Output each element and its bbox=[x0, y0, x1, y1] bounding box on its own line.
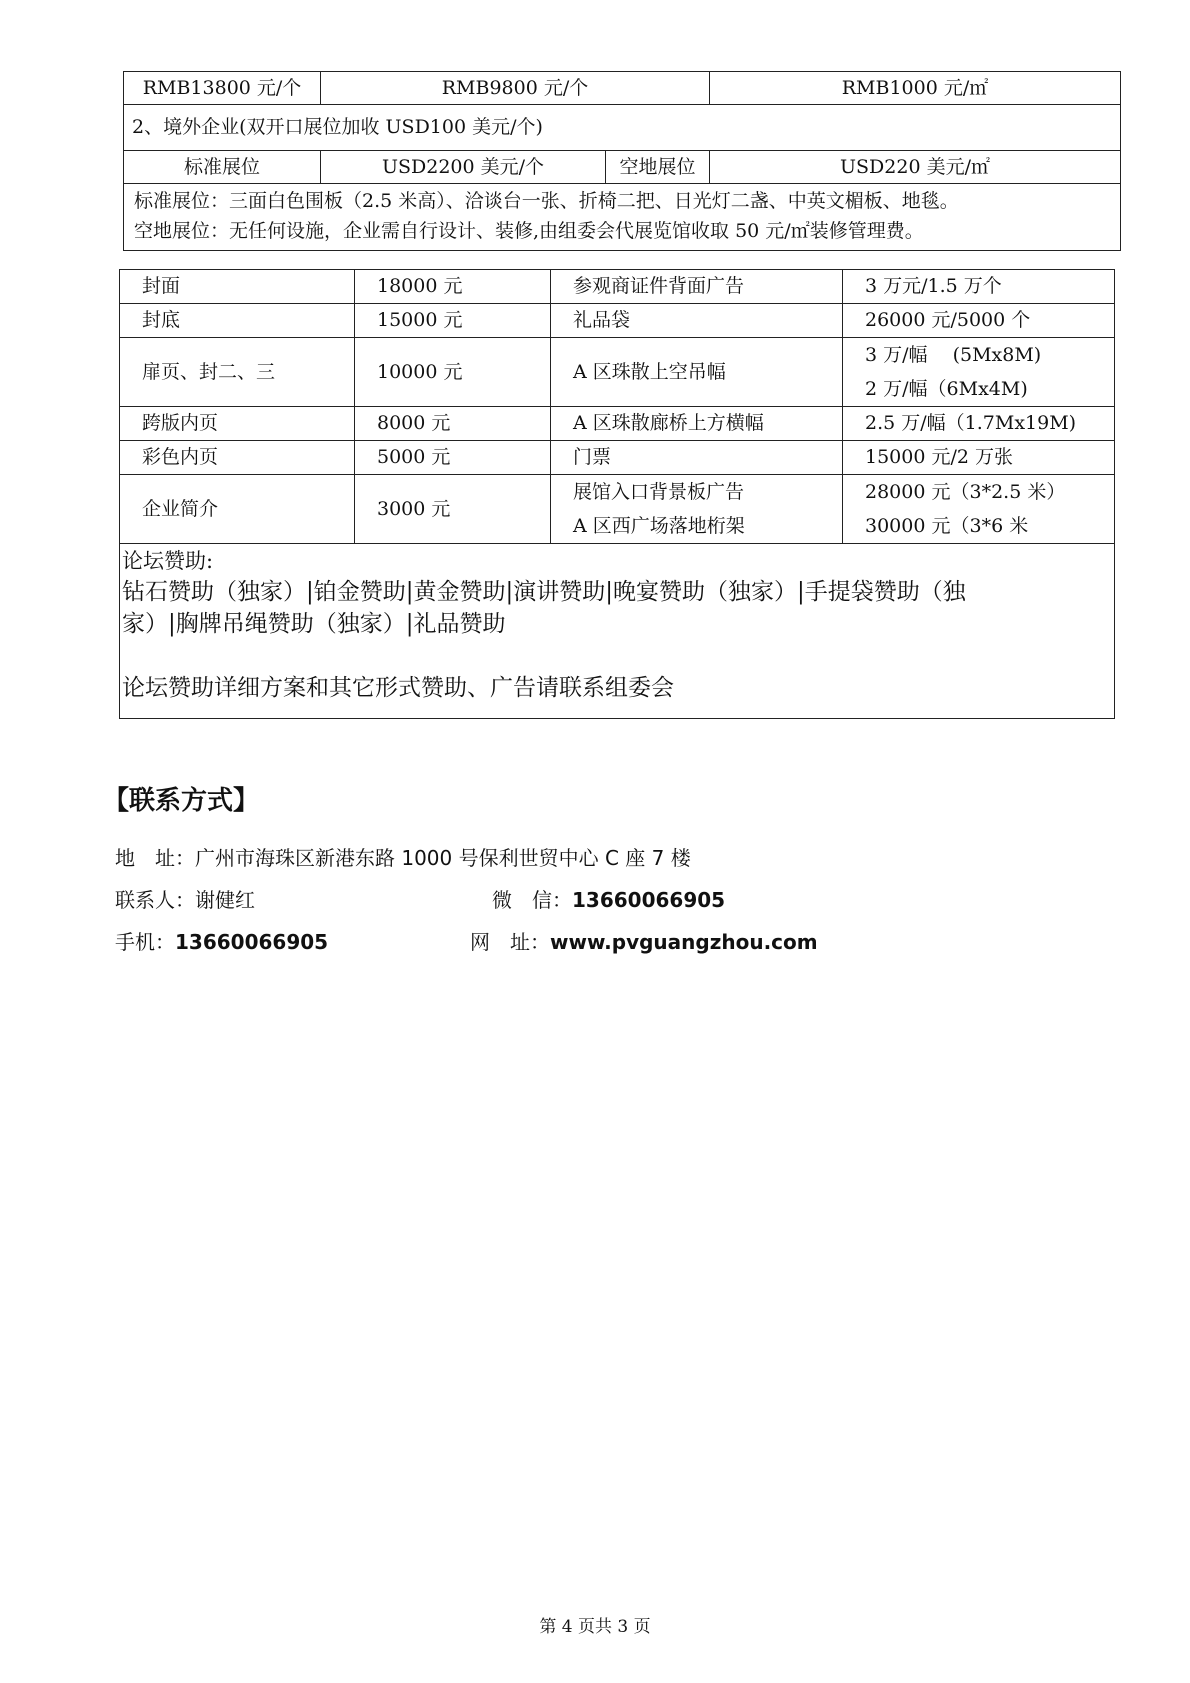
table-cell: 企业简介 bbox=[120, 475, 355, 544]
standard-booth-note: 标准展位：三面白色围板（2.5 米高）、洽谈台一张、折椅二把、日光灯二盏、中英文楣板、地毯。 bbox=[134, 190, 959, 212]
contact-person-label: 联系人： bbox=[115, 888, 195, 912]
table-cell: RMB9800 元/个 bbox=[321, 72, 710, 105]
table-cell: 空地展位 bbox=[606, 151, 710, 184]
forum-items-line: 钻石赞助（独家）|铂金赞助|黄金赞助|演讲赞助|晚宴赞助（独家）|手提袋赞助（独 bbox=[122, 579, 966, 605]
contact-title: 【联系方式】 bbox=[103, 786, 260, 816]
table-cell: 15000 元/2 万张 bbox=[843, 441, 1115, 475]
table-row bbox=[120, 270, 1115, 304]
table-cell bbox=[843, 338, 1115, 407]
mobile-value: 13660066905 bbox=[175, 930, 329, 954]
table-row bbox=[120, 441, 1115, 475]
cell-line: 2 万/幅（6Mx4M) bbox=[865, 378, 1028, 400]
overseas-heading-row bbox=[124, 105, 1121, 151]
table-cell: 彩色内页 bbox=[120, 441, 355, 475]
raw-space-note: 空地展位：无任何设施，企业需自行设计、装修,由组委会代展览馆收取 50 元/㎡装修管理费。 bbox=[134, 220, 924, 242]
cell-line: A 区西广场落地桁架 bbox=[573, 515, 745, 537]
table-row bbox=[120, 475, 1115, 544]
cell-line: 3 万/幅 (5Mx8M) bbox=[865, 344, 1042, 366]
wechat-value: 13660066905 bbox=[572, 888, 726, 912]
website-link[interactable]: www.pvguangzhou.com bbox=[550, 930, 818, 954]
table-cell: 15000 元 bbox=[355, 304, 551, 338]
cell-line: 展馆入口背景板广告 bbox=[573, 481, 745, 503]
forum-sponsorship-row bbox=[120, 544, 1115, 719]
table-cell: RMB13800 元/个 bbox=[124, 72, 321, 105]
forum-note: 论坛赞助详细方案和其它形式赞助、广告请联系组委会 bbox=[122, 675, 674, 701]
booth-price-table bbox=[123, 71, 1121, 251]
booth-notes-row bbox=[124, 184, 1121, 251]
table-cell: A 区珠散廊桥上方横幅 bbox=[551, 407, 843, 441]
wechat-label: 微 信： bbox=[492, 888, 572, 912]
table-cell: 封底 bbox=[120, 304, 355, 338]
table-cell: 扉页、封二、三 bbox=[120, 338, 355, 407]
website-line bbox=[470, 926, 818, 955]
table-cell: 2.5 万/幅（1.7Mx19M) bbox=[843, 407, 1115, 441]
mobile-line bbox=[115, 926, 328, 955]
address-label: 地 址： bbox=[115, 846, 195, 870]
contact-person-line bbox=[115, 884, 255, 913]
forum-heading: 论坛赞助: bbox=[122, 549, 214, 573]
mobile-label: 手机： bbox=[115, 930, 175, 954]
table-cell: 18000 元 bbox=[355, 270, 551, 304]
table-cell bbox=[551, 475, 843, 544]
address-line bbox=[115, 842, 691, 871]
table-cell: 参观商证件背面广告 bbox=[551, 270, 843, 304]
cell-line: 30000 元（3*6 米 bbox=[865, 515, 1029, 537]
overseas-price-row bbox=[124, 151, 1121, 184]
table-cell: 礼品袋 bbox=[551, 304, 843, 338]
table-cell bbox=[843, 475, 1115, 544]
table-cell: A 区珠散上空吊幅 bbox=[551, 338, 843, 407]
page-number: 第 4 页共 3 页 bbox=[539, 1617, 651, 1637]
forum-sponsorship-cell bbox=[120, 544, 1115, 719]
table-cell: 8000 元 bbox=[355, 407, 551, 441]
advertising-table bbox=[119, 269, 1115, 719]
table-cell: 封面 bbox=[120, 270, 355, 304]
forum-items-line: 家）|胸牌吊绳赞助（独家）|礼品赞助 bbox=[122, 611, 506, 637]
website-label: 网 址： bbox=[470, 930, 550, 954]
table-cell: USD220 美元/㎡ bbox=[710, 151, 1121, 184]
table-cell: 门票 bbox=[551, 441, 843, 475]
table-cell: RMB1000 元/㎡ bbox=[710, 72, 1121, 105]
cell-line: 28000 元（3*2.5 米） bbox=[865, 481, 1066, 503]
table-cell: 10000 元 bbox=[355, 338, 551, 407]
table-row bbox=[120, 407, 1115, 441]
table-row bbox=[120, 338, 1115, 407]
wechat-line bbox=[492, 884, 725, 913]
table-row bbox=[120, 304, 1115, 338]
table-cell: 3 万元/1.5 万个 bbox=[843, 270, 1115, 304]
table-cell: 3000 元 bbox=[355, 475, 551, 544]
table-cell: 跨版内页 bbox=[120, 407, 355, 441]
address-value: 广州市海珠区新港东路 1000 号保利世贸中心 C 座 7 楼 bbox=[195, 846, 691, 870]
domestic-price-row bbox=[124, 72, 1121, 105]
table-cell: 标准展位 bbox=[124, 151, 321, 184]
table-cell: 5000 元 bbox=[355, 441, 551, 475]
table-cell: USD2200 美元/个 bbox=[321, 151, 606, 184]
table-cell: 26000 元/5000 个 bbox=[843, 304, 1115, 338]
contact-person-value: 谢健红 bbox=[195, 888, 255, 912]
booth-notes bbox=[124, 184, 1121, 251]
overseas-heading: 2、境外企业(双开口展位加收 USD100 美元/个) bbox=[124, 105, 1121, 151]
